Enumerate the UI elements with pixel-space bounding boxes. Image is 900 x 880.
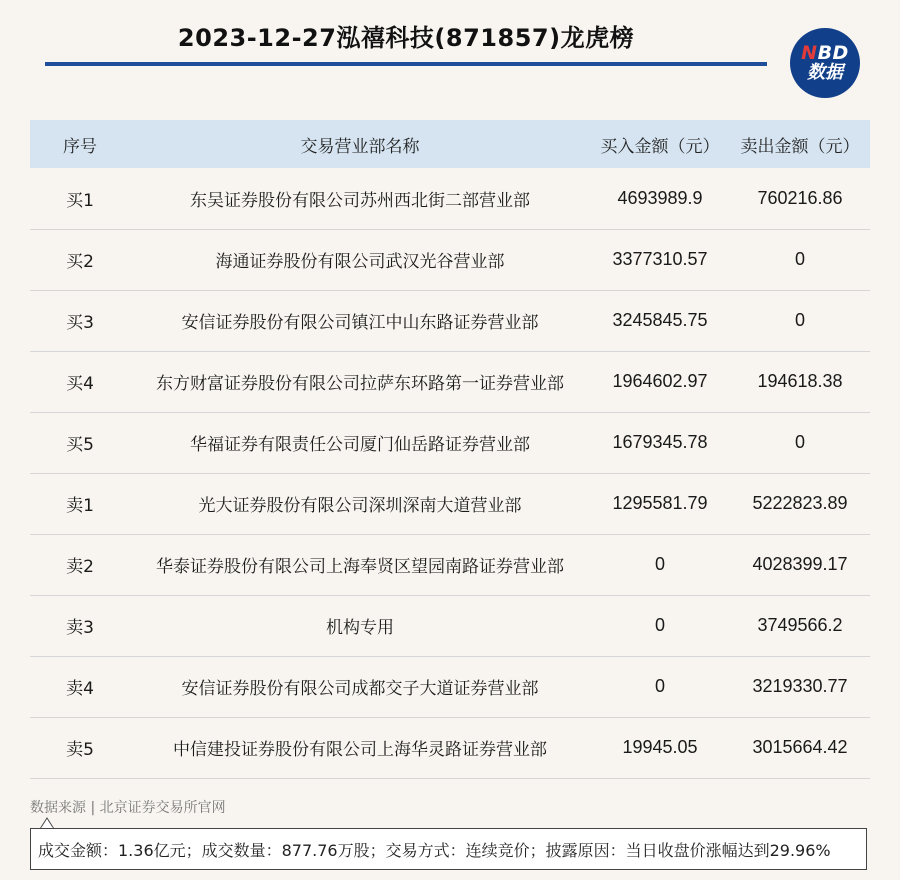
sell-amount-cell: 0: [794, 249, 805, 269]
rank-cell: 卖5: [66, 740, 94, 760]
table-row: [30, 351, 870, 412]
logo-n-letter: N: [801, 42, 818, 64]
column-header-sell-amount: 卖出金额（元）: [740, 136, 860, 157]
buy-amount-cell: 3377310.57: [612, 249, 708, 269]
nbd-logo: [790, 28, 860, 98]
rank-cell: 卖2: [66, 557, 94, 577]
sell-amount-cell: 3219330.77: [752, 676, 848, 696]
broker-name-cell: 机构专用: [326, 618, 394, 638]
table-row: [30, 656, 870, 717]
table-row: [30, 534, 870, 595]
table-row: [30, 473, 870, 534]
rank-cell: 买2: [66, 252, 94, 272]
sell-amount-cell: 0: [794, 432, 805, 452]
table-row: [30, 595, 870, 656]
logo-rest-letters: BD: [817, 42, 849, 64]
rank-cell: 买1: [66, 190, 94, 211]
table-row: [30, 412, 870, 473]
buy-amount-cell: 1295581.79: [612, 493, 708, 513]
logo-bottom-text: 数据: [807, 62, 843, 83]
column-header-broker-name: 交易营业部名称: [300, 136, 420, 157]
buy-amount-cell: 1679345.78: [612, 432, 708, 452]
column-header-buy-amount: 买入金额（元）: [600, 136, 720, 157]
rank-cell: 卖3: [66, 618, 94, 638]
sell-amount-cell: 3749566.2: [757, 615, 843, 635]
sell-amount-cell: 4028399.17: [752, 554, 848, 574]
rank-cell: 买4: [66, 374, 94, 394]
buy-amount-cell: 4693989.9: [617, 187, 703, 208]
logo-top-text: [801, 44, 849, 63]
broker-name-cell: 华泰证券股份有限公司上海奉贤区望园南路证券营业部: [156, 557, 564, 577]
table-header-row: [30, 120, 870, 168]
rank-cell: 卖4: [66, 679, 94, 699]
broker-name-cell: 中信建投证券股份有限公司上海华灵路证券营业部: [173, 740, 547, 760]
rank-cell: 买5: [66, 435, 94, 455]
broker-name-cell: 海通证券股份有限公司武汉光谷营业部: [215, 252, 505, 272]
buy-amount-cell: 0: [654, 554, 665, 574]
buy-amount-cell: 0: [654, 615, 665, 635]
sell-amount-cell: 194618.38: [757, 371, 843, 391]
sell-amount-cell: 5222823.89: [752, 493, 848, 513]
buy-amount-cell: 19945.05: [622, 737, 698, 757]
sell-amount-cell: 760216.86: [757, 187, 843, 208]
title-divider: [45, 62, 767, 66]
broker-name-cell: 光大证券股份有限公司深圳深南大道营业部: [198, 496, 522, 516]
table-row: [30, 717, 870, 778]
table-row: [30, 229, 870, 290]
buy-amount-cell: 3245845.75: [612, 310, 708, 330]
data-source: 数据来源 | 北京证券交易所官网: [30, 800, 226, 816]
broker-name-cell: 华福证券有限责任公司厦门仙岳路证券营业部: [190, 435, 530, 455]
sell-amount-cell: 3015664.42: [752, 737, 848, 757]
rank-cell: 买3: [66, 313, 94, 333]
rank-cell: 卖1: [66, 496, 94, 516]
table-row: [30, 290, 870, 351]
broker-name-cell: 东方财富证券股份有限公司拉萨东环路第一证券营业部: [156, 374, 564, 394]
page-title: 2023-12-27泓禧科技(871857)龙虎榜: [177, 24, 635, 52]
table-row: [30, 168, 870, 229]
column-header-rank: 序号: [63, 136, 97, 157]
dragon-tiger-table: [30, 120, 870, 779]
buy-amount-cell: 0: [654, 676, 665, 696]
broker-name-cell: 安信证券股份有限公司成都交子大道证券营业部: [181, 679, 539, 699]
trade-summary-note: 成交金额：1.36亿元；成交数量：877.76万股；交易方式：连续竞价；披露原因：当日收盘价涨幅达到29.96%: [30, 828, 867, 870]
broker-name-cell: 东吴证券股份有限公司苏州西北街二部营业部: [190, 190, 530, 211]
table-body: [30, 168, 870, 778]
sell-amount-cell: 0: [794, 310, 805, 330]
broker-name-cell: 安信证券股份有限公司镇江中山东路证券营业部: [181, 313, 539, 333]
buy-amount-cell: 1964602.97: [612, 371, 708, 391]
